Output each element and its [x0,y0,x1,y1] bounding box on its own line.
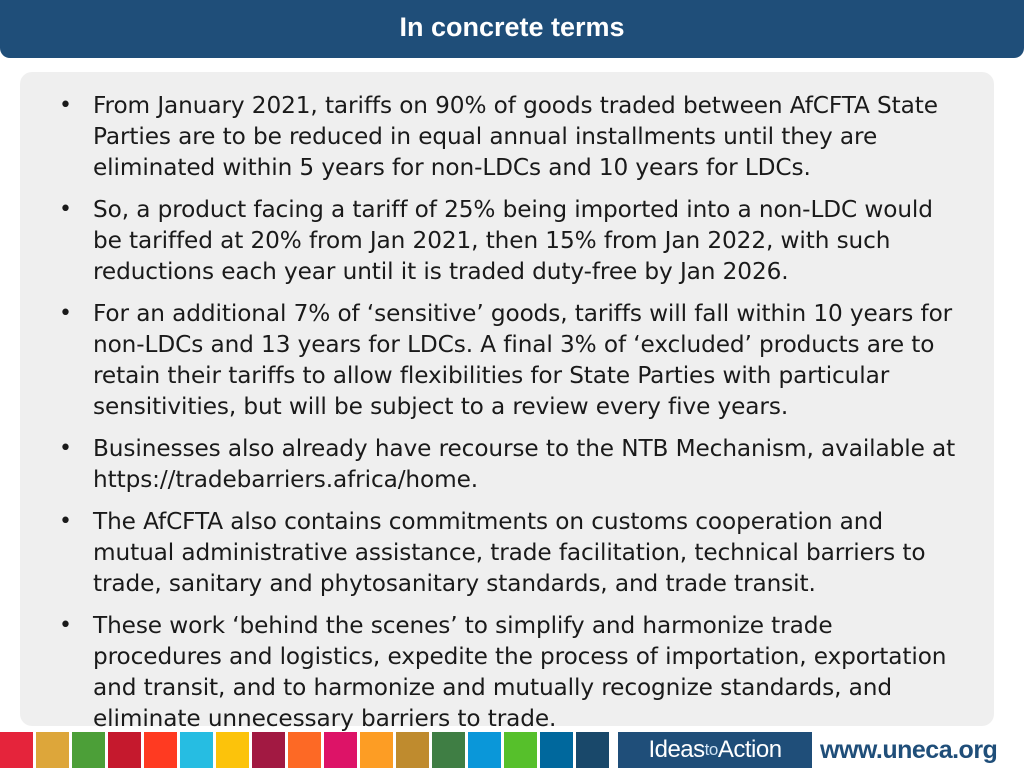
brand-part-action: Action [717,736,782,763]
bullet-text: These work ‘behind the scenes’ to simplify and harmonize trade procedures and logistics, expedite the process of importation, exportation and transit, and to harmonize and mutually recognize standards, and eliminate unnecessary barriers to trade. [93,612,947,732]
website-link[interactable]: www.uneca.org [820,735,998,764]
sdg-color-block [576,732,609,768]
sdg-color-block [36,732,69,768]
bullet-icon: • [59,436,72,461]
bullet-icon: • [59,301,72,326]
sdg-color-block [504,732,537,768]
title-bar [0,0,1024,58]
bullet-text: From January 2021, tariffs on 90% of goods traded between AfCFTA State Parties are to be reduced in equal annual installments until they are eliminated within 5 years for non-LDCs and 10 years for LDCs. [93,92,938,181]
bullet-item [40,90,966,183]
bullet-icon: • [59,93,72,118]
bullet-item [40,298,966,422]
brand-part-to: to [704,740,718,759]
sdg-color-block [180,732,213,768]
sdg-color-block [252,732,285,768]
bullet-text: So, a product facing a tariff of 25% being imported into a non-LDC would be tariffed at 20% from Jan 2021, then 15% from Jan 2022, with such reductions each year until it is traded duty-free by Jan 2026. [93,196,933,285]
footer [0,732,1024,768]
sdg-color-block [72,732,105,768]
bullet-item [40,610,966,734]
brand-part-ideas: Ideas [648,736,705,763]
content-panel [20,72,994,732]
ideas-to-action-logo [618,732,812,768]
sdg-color-block [396,732,429,768]
bullet-icon: • [59,613,72,638]
bullet-text: For an additional 7% of ‘sensitive’ goods, tariffs will fall within 10 years for non-LDCs and 13 years for LDCs. A final 3% of ‘excluded’ products are to retain their tariffs to allow flexibilities for State Parties with particular sensitivities, but will be subject to a review every five years. [93,300,953,420]
sdg-color-block [432,732,465,768]
sdg-color-block [216,732,249,768]
bullet-icon: • [59,197,72,222]
sdg-color-block [540,732,573,768]
sdg-color-block [468,732,501,768]
bullet-item [40,506,966,599]
bullet-text: Businesses also already have recourse to the NTB Mechanism, available at https://tradebarriers.africa/home. [93,435,956,493]
bullet-list [40,90,966,734]
sdg-color-block [108,732,141,768]
bullet-text: The AfCFTA also contains commitments on customs cooperation and mutual administrative assistance, trade facilitation, technical barriers to trade, sanitary and phytosanitary standards, and trade transit. [93,508,926,597]
slide-title: In concrete terms [399,11,625,42]
bullet-item [40,433,966,495]
bullet-icon: • [59,509,72,534]
sdg-color-block [144,732,177,768]
sdg-color-block [324,732,357,768]
sdg-color-block [360,732,393,768]
sdg-color-strip [0,732,612,768]
sdg-color-block [288,732,321,768]
bullet-item [40,194,966,287]
sdg-color-block [0,732,33,768]
